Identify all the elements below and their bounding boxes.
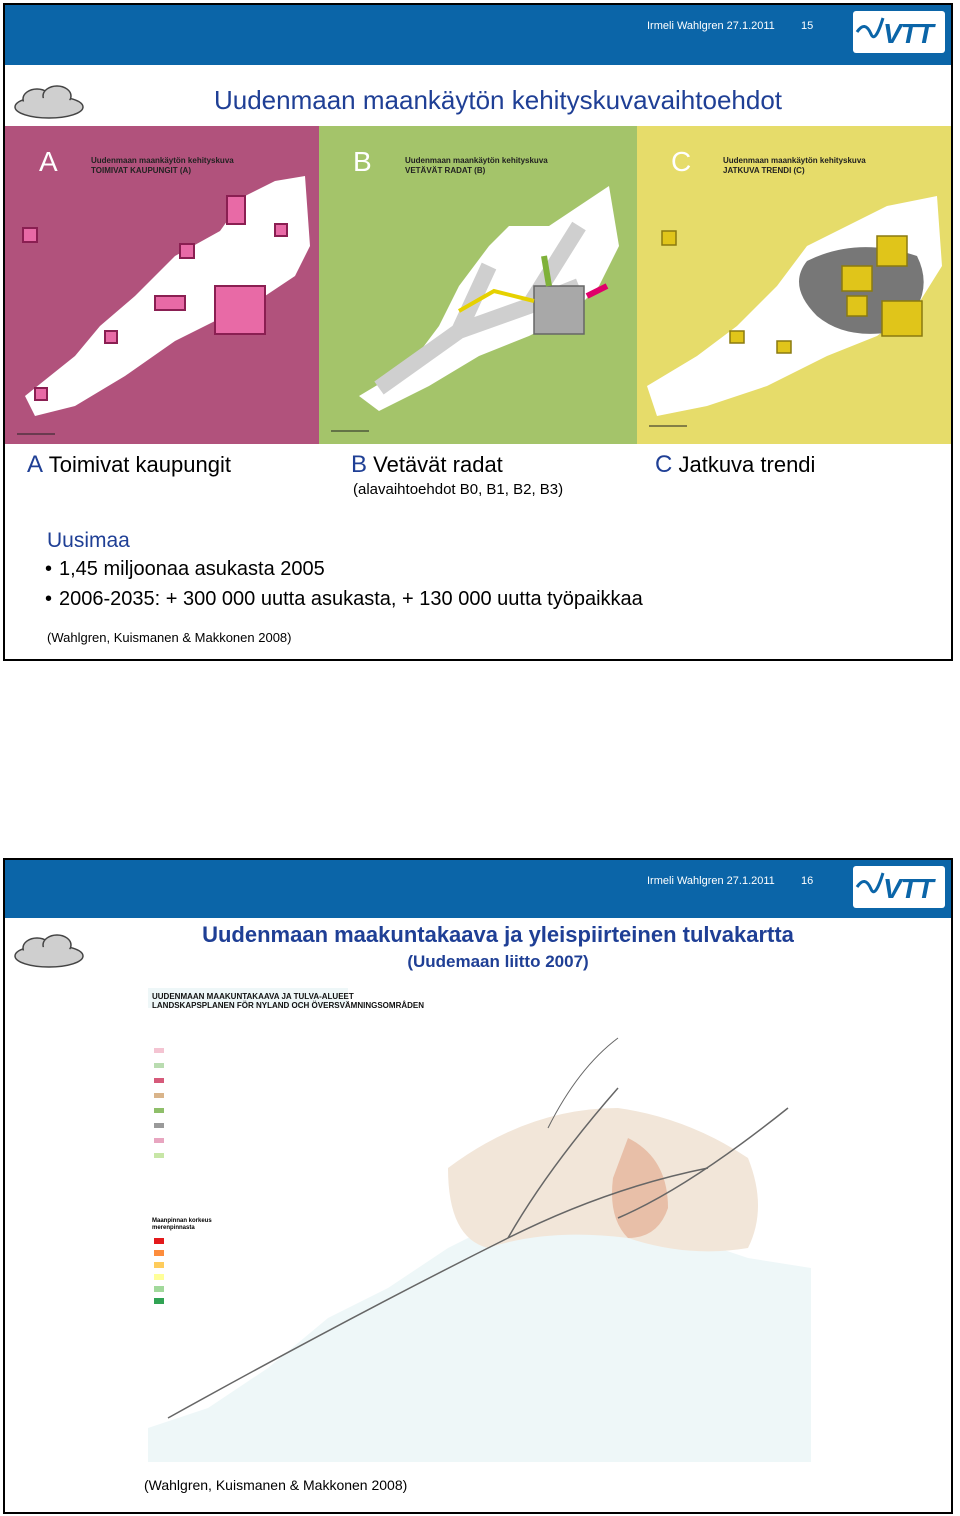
caption-a: [27, 451, 231, 479]
map-title-a-line2: TOIMIVAT KAUPUNGIT (A): [91, 166, 191, 175]
bullet-text: 1,45 miljoonaa asukasta 2005: [59, 558, 325, 580]
vtt-logo: [853, 866, 945, 908]
map-panel-c: [637, 126, 953, 444]
caption-c-letter: C: [655, 451, 673, 478]
logo-text: VTT: [883, 873, 933, 904]
slide-subtitle: (Uudemaan liitto 2007): [407, 952, 589, 971]
panel-letter-a: A: [39, 146, 58, 177]
slide-15: [3, 3, 953, 661]
citation: (Wahlgren, Kuismanen & Makkonen 2008): [144, 1477, 408, 1493]
caption-b-text: Vetävät radat: [373, 452, 503, 477]
flood-map-title: [152, 992, 424, 1010]
panel-letter-c: C: [671, 146, 692, 177]
map-title-b-line2: VETÄVÄT RADAT (B): [405, 166, 486, 175]
caption-c: [655, 451, 815, 479]
panel-letter-b: B: [353, 146, 372, 177]
caption-a-letter: A: [27, 451, 44, 478]
slide-16: [3, 858, 953, 1514]
map-title-a-line1: Uudenmaan maankäytön kehityskuva: [91, 156, 234, 165]
slide-title: Uudenmaan maakuntakaava ja yleispiirteinen tulvakartta: [202, 922, 794, 947]
map-title-c-line2: JATKUVA TRENDI (C): [723, 166, 805, 175]
logo-text: VTT: [883, 18, 933, 49]
map-panel-b: [319, 126, 637, 444]
caption-b: [351, 451, 503, 479]
citation: (Wahlgren, Kuismanen & Makkonen 2008): [47, 630, 292, 645]
flood-map: [148, 988, 811, 1462]
caption-a-text: Toimivat kaupungit: [48, 452, 231, 477]
caption-c-text: Jatkuva trendi: [678, 452, 816, 477]
slide-title: Uudenmaan maankäytön kehityskuvavaihtoehdot: [213, 85, 783, 115]
author-date: Irmeli Wahlgren 27.1.2011: [647, 875, 775, 887]
page-number: 16: [801, 875, 814, 887]
flood-map-title-sv: LANDSKAPSPLANEN FÖR NYLAND OCH ÖVERSVÄMNINGSOMRÅDEN: [152, 1001, 425, 1010]
bullet-item: • 2006-2035: + 300 000 uutta asukasta, + 130 000 uutta työpaikkaa: [45, 588, 643, 610]
bullet-text: 2006-2035: + 300 000 uutta asukasta, + 130 000 uutta työpaikkaa: [59, 588, 643, 610]
vtt-swoosh-icon: [855, 867, 885, 907]
flood-map-graphic: [148, 988, 811, 1462]
map-title-b-line1: Uudenmaan maankäytön kehityskuva: [405, 156, 548, 165]
bullet-item: • 1,45 miljoonaa asukasta 2005: [45, 558, 325, 580]
header-bar: [5, 860, 951, 918]
legend-heading: Maanpinnan korkeus merenpinnasta: [152, 1218, 212, 1231]
page-number: 15: [801, 20, 814, 32]
map-panel-a: [5, 126, 319, 444]
vtt-logo: [853, 11, 945, 53]
map-title-c-line1: Uudenmaan maankäytön kehityskuva: [723, 156, 866, 165]
map-title-c: [723, 156, 866, 176]
map-title-b: [405, 156, 548, 176]
map-title-a: [91, 156, 234, 176]
author-date: Irmeli Wahlgren 27.1.2011: [647, 20, 775, 32]
sub-caption-b: (alavaihtoehdot B0, B1, B2, B3): [353, 481, 564, 498]
vtt-swoosh-icon: [855, 12, 885, 52]
region-heading: Uusimaa: [47, 529, 130, 552]
header-bar: [5, 5, 951, 65]
caption-b-letter: B: [351, 451, 368, 478]
flood-map-title-fi: UUDENMAAN MAAKUNTAKAAVA JA TULVA-ALUEET: [152, 992, 354, 1001]
